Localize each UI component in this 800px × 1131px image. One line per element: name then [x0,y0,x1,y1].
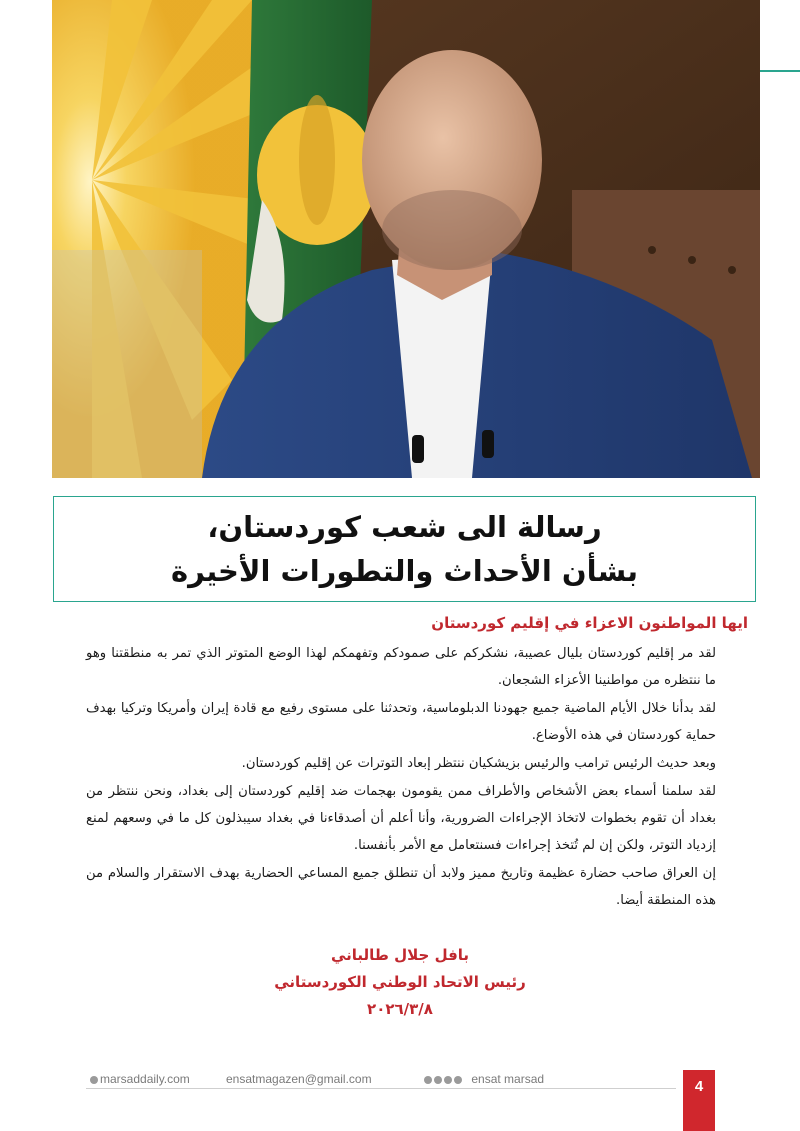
globe-icon [90,1076,98,1084]
facebook-icon [424,1076,432,1084]
instagram-icon [444,1076,452,1084]
footer-social[interactable]: ensat marsad [424,1072,544,1086]
signature-name: بافل جلال طالباني [330,946,470,964]
footer-divider [86,1088,676,1089]
footer-email[interactable]: ensatmagazen@gmail.com [226,1072,372,1086]
letter-body [86,612,748,914]
cover-photo [52,0,760,478]
paragraph: إن العراق صاحب حضارة عظيمة وتاريخ مميز ولابد أن تنطلق جميع المساعي الحضارية بهدف الاستقرار والسلام من هذه المنطقة أيضا. [86,866,716,908]
title-box [53,496,756,602]
teal-accent-rule [760,70,800,72]
signature-block [0,942,800,1023]
paragraph: لقد بدأنا خلال الأيام الماضية جميع جهودنا الدبلوماسية، وتحدثنا على مستوى رفيع مع قادة إيران وأمريكا وتركيا بهدف حماية كوردستان في هذه الأوضاع. [86,701,716,743]
paragraph: لقد مر إقليم كوردستان بليال عصيبة، نشكركم على صمودكم وتفهمكم لهذا الوضع المتوتر الذي تمر به منطقتنا وهو ما ننتظره من مواطنينا الأعزاء الشجعان. [86,646,716,688]
title-line-1: رسالة الى شعب كوردستان، [207,510,602,544]
footer [86,1070,676,1088]
page-number: 4 [683,1070,715,1131]
youtube-icon [454,1076,462,1084]
greeting: ايها المواطنون الاعزاء في إقليم كوردستان [431,614,748,632]
paragraph: لقد سلمنا أسماء بعض الأشخاص والأطراف ممن يقومون بهجمات ضد إقليم كوردستان إلى بغداد، ونحن ننتظر من بغداد أن تقوم بخطوات لاتخاذ الإجراءات الضرورية، وأنا أعلم أن أصدقاءنا في بغداد سيبذلون كل ما في وسعهم لمنع إزدياد التوتر، ولكن إن لم تُتخذ إجراءات فسنتعامل مع الأمر بأنفسنا. [86,784,716,853]
twitter-icon [434,1076,442,1084]
paragraph: وبعد حديث الرئيس ترامب والرئيس بزيشكيان ننتظر إبعاد التوترات عن إقليم كوردستان. [241,756,716,771]
footer-website[interactable]: marsaddaily.com [90,1072,190,1086]
signature-date: ٢٠٢٦/٣/٨ [367,1000,433,1018]
signature-position: رئيس الاتحاد الوطني الكوردستاني [274,973,526,991]
title-line-2: بشأن الأحداث والتطورات الأخيرة [171,554,638,588]
